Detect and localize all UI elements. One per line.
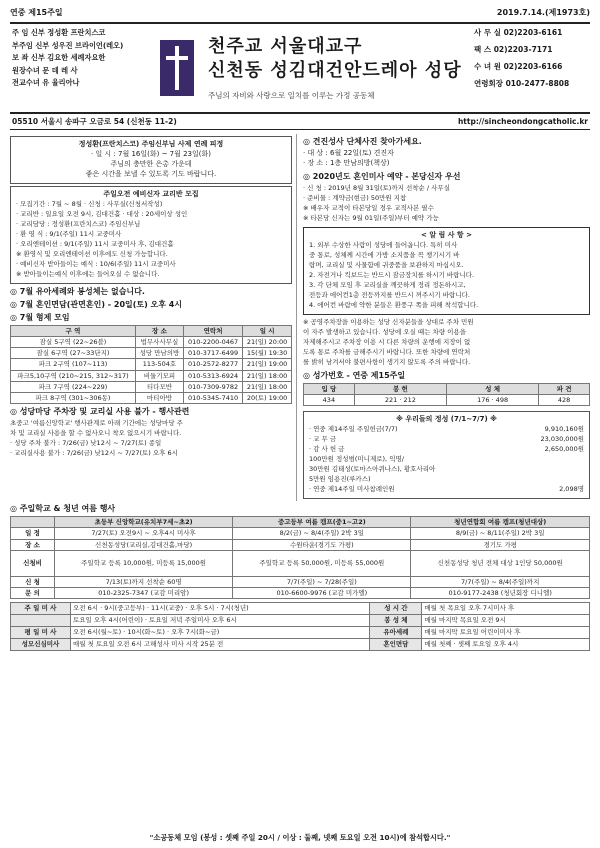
cell <box>11 614 71 626</box>
cell: 434 <box>304 395 355 406</box>
wedding-line: · 신 청 : 2019년 8월 31일(토)까지 선착순 / 사무실 <box>303 184 450 192</box>
summer-table <box>10 516 590 599</box>
table-row <box>11 614 590 626</box>
cell: 010-5345-7410 <box>183 392 242 403</box>
cell: 010-5313-6924 <box>183 370 242 381</box>
offering-line <box>309 445 584 455</box>
issue-date: 2019.7.14.(제1973호) <box>496 8 590 17</box>
cell: 21(일) 18:00 <box>243 381 292 392</box>
footer-note: "소공동체 모임 (봉성 : 셋째 주일 20시 / 이상 : 둘째, 넷째 토요일 오전 10시)에 참석합시다." <box>149 833 451 842</box>
parking-note-line: 자제해주시고 주차장 이용 시 다른 차량의 운행에 지장이 없 <box>303 338 471 346</box>
cell: 7/7(주일) ~ 8/4(주일)까지 <box>411 576 590 587</box>
cell: 수원타운(경기도 가평) <box>233 539 411 550</box>
cell: 혼인면담 <box>370 638 422 650</box>
cell: 마티아방 <box>135 392 183 403</box>
cell: 평 일 미 사 <box>11 626 71 638</box>
col-header: 초등부 신앙학교(유치부7세~초2) <box>55 517 233 528</box>
retreat-line: · 일 시 : 7월 16일(화) ~ 7월 23일(화) <box>91 150 211 158</box>
address-bar <box>10 114 590 130</box>
retreat-box <box>10 136 292 184</box>
table-row <box>11 539 590 550</box>
hymn-table <box>303 383 590 406</box>
hymn-title: ◎ 성가번호 - 연중 제15주일 <box>303 371 406 380</box>
parking-line: 차 및 교리실 사용을 할 수 없사오니 착오 없으시기 바랍니다. <box>10 428 182 437</box>
parking-line: · 성당 주차 불가 : 7/26(금) 낮12시 ~ 7/27(토) 종일 <box>10 438 162 447</box>
cell: 15(월) 19:30 <box>243 348 292 359</box>
wedding-line: ※ 배우자 교적이 타본당일 경우 교적사본 필수 <box>303 204 434 212</box>
announcement-line: 중 통로, 성체께 시간에 가방 소지품을 꼭 챙기시기 바 <box>309 251 460 259</box>
parking-note-line: 이 자주 발생하고 있습니다. 성당에 오실 때는 차량 이용을 <box>303 328 467 336</box>
groups-table <box>10 325 292 404</box>
table-row <box>11 602 590 614</box>
contact-list <box>472 24 590 112</box>
contact-funeral: 연령회장 010-2477-8808 <box>474 79 570 88</box>
cell: 8/2(금) ~ 8/4(주일) 2박 3일 <box>233 528 411 539</box>
cell: 매월 첫 토요일 오전 6시 고해성사 미사 시작 25분 전 <box>71 638 370 650</box>
col-header: 파 견 <box>539 384 590 395</box>
table-row <box>11 370 292 381</box>
masthead <box>10 22 590 114</box>
offering-amount: 2,650,000원 <box>544 445 584 454</box>
offering-box <box>303 411 590 499</box>
cell: 176 · 498 <box>446 395 538 406</box>
offering-label: · 연중 제14주일 주일헌금(7/7) <box>309 425 398 434</box>
contact-fax: 팩 스 02)2203-7171 <box>474 45 553 54</box>
cell: 매월 첫째 · 셋째 토요일 오후 4시 <box>422 638 590 650</box>
catechumen-line: · 교리반 : 일요일 오전 9시, 김대건홀 · 대상 : 20세이상 성인 <box>16 210 188 218</box>
catechumen-line: · 오리엔테이션 : 9/1(주일) 11시 교중미사 후, 김대건홀 <box>16 240 174 248</box>
cell: 토요일 오후 4시(어린이) · 토요일 저녁 주일미사 오후 6시 <box>71 614 370 626</box>
table-row <box>11 359 292 370</box>
cell: 성당 만남의방 <box>135 348 183 359</box>
cell: 신천동성당 청년 전체 대상 1인당 50,000원 <box>411 550 590 576</box>
offering-label: · 교 무 금 <box>309 435 337 444</box>
baptism-notice: ◎ 7월 유아세례와 봉성체는 없습니다. <box>10 287 145 296</box>
table-row <box>11 348 292 359</box>
offering-line: 100만원 정성범(미니제로), 익명/ <box>309 455 404 464</box>
cell: 문 의 <box>11 587 55 598</box>
photo-line: · 장 소 : 1층 만남의방(책상) <box>303 159 390 167</box>
cell: 주 일 미 사 <box>11 602 71 614</box>
wedding-title: ◎ 2020년도 혼인미사 예약 - 본당신자 우선 <box>303 172 461 181</box>
cell: 잠실 6구역 (27~33단지) <box>11 348 136 359</box>
cell: 오전 6시 · 9시(중고등부) · 11시(교중) · 오후 5시 · 7시(청년) <box>71 602 370 614</box>
photo-line: · 대 상 : 6월 22일(토) 견진자 <box>303 149 394 157</box>
staff-item: 보 좌 신부 김요한 세례자요한 <box>12 53 106 62</box>
right-column <box>303 134 590 501</box>
issue-week: 연중 제15주일 <box>10 8 63 17</box>
announcement-line: 3. 각 단체 모임 후 교리실을 깨끗하게 정리 정돈하시고, <box>309 281 466 289</box>
table-row <box>11 587 590 598</box>
table-row <box>11 638 590 650</box>
parking-title: ◎ 성당마당 주차장 및 교리실 사용 불가 - 행사관련 <box>10 406 190 416</box>
offering-amount: 23,030,000원 <box>540 435 584 444</box>
cell: 21(일) 18:00 <box>243 370 292 381</box>
offering-amount: 2,098명 <box>559 485 584 494</box>
wedding-line: ※ 타본당 신자는 9월 01일(주일)부터 예약 가능 <box>303 214 439 222</box>
cell: 일 정 <box>11 528 55 539</box>
retreat-line: 주님의 충만한 은총 가운데 <box>110 160 192 168</box>
cell: 법무사사무실 <box>135 337 183 348</box>
summer-events <box>10 504 590 599</box>
website-link[interactable]: http://sincheondongcatholic.kr <box>457 117 588 126</box>
staff-item: 부주임 신부 성우진 브라이언(레오) <box>12 40 124 50</box>
cell: 신 청 <box>11 576 55 587</box>
retreat-line: 좋은 시간을 보낼 수 있도록 기도 바랍니다. <box>85 170 217 178</box>
table-row <box>11 550 590 576</box>
cell: 매월 첫 목요일 오후 7시미사 후 <box>422 602 590 614</box>
cross-icon <box>160 40 194 96</box>
mass-table <box>10 602 590 651</box>
catechumen-line: ※ 받아들이는예식 이후에는 들어오실 수 없습니다. <box>16 270 160 278</box>
cell: 7/13(토)까지 선착순 60명 <box>55 576 233 587</box>
photo-title: ◎ 견진성사 단체사진 찾아가세요. <box>303 137 422 146</box>
marriage-interview-notice: ◎ 7월 혼인면담(관면혼인) - 20일(토) 오후 4시 <box>10 300 183 309</box>
offering-line: 30만원 김태성(토마스아퀴나스), 황호사리아 <box>309 465 436 474</box>
left-column <box>10 134 297 501</box>
cell: 113-504호 <box>135 359 183 370</box>
col-header: 성 체 <box>446 384 538 395</box>
cell: 매월 마지막 토요일 어린이미사 후 <box>422 626 590 638</box>
parking-note-line: 도록 통로 주차를 금해주시기 바랍니다. 또한 차량에 연락처 <box>303 348 471 356</box>
table-row <box>11 528 590 539</box>
announcement-line: 4. 에어컨 바람에 약한 분들은 환풍구 쪽을 피해 착석합니다. <box>309 301 479 309</box>
offering-line <box>309 435 584 445</box>
mass-schedule <box>10 602 590 651</box>
cell: 주일학교 등록 10,000원, 미등록 15,000원 <box>55 550 233 576</box>
announcement-title: < 알 림 사 항 > <box>421 231 472 239</box>
catechumen-line: · 환 영 식 : 9/1(주일) 11시 교중미사 <box>16 230 122 238</box>
cell: 잠실 5구역 (22~26블) <box>11 337 136 348</box>
cell: 010-2325-7347 (교감 미리암) <box>55 587 233 598</box>
table-row <box>304 395 590 406</box>
col-header: 일 시 <box>243 326 292 337</box>
parking-note-line: ※ 공영주차장을 이용하는 성당 신자분들을 상대로 주차 민원 <box>303 318 474 326</box>
cell: 010-9177-2438 (청년회장 디니엘) <box>411 587 590 598</box>
cell: 010-2572-8277 <box>183 359 242 370</box>
catechumen-box <box>10 186 292 284</box>
table-row <box>11 392 292 403</box>
table-row <box>11 626 590 638</box>
cell: 21(일) 19:00 <box>243 359 292 370</box>
offering-line: 5만원 임용진(루카스) <box>309 475 371 484</box>
col-header: 구 역 <box>11 326 136 337</box>
staff-item: 주 임 신부 정성환 프란치스코 <box>12 28 106 37</box>
cell: 신청비 <box>11 550 55 576</box>
parish-motto: 주님의 자비와 사랑으로 일치를 이루는 가정 공동체 <box>208 90 375 100</box>
cell: 파크5,10구역 (210~215, 312~317) <box>11 370 136 381</box>
catechumen-line: · 모집기간 : 7월 ~ 8월 · 신청 : 사무실(신청서작성) <box>16 200 163 208</box>
table-row <box>11 337 292 348</box>
cell: 파크 7구역 (224~229) <box>11 381 136 392</box>
announcement-line: 랍며, 교리실 및 사물함에 귀중품을 보관하지 마십시오. <box>309 261 464 269</box>
address: 05510 서울시 송파구 오금로 54 (신천동 11-2) <box>12 117 177 126</box>
col-header: 장 소 <box>135 326 183 337</box>
cell: 장 소 <box>11 539 55 550</box>
staff-list <box>10 24 150 112</box>
parking-line: · 교리실사용 불가 : 7/26(금) 낮12시 ~ 7/27(토) 오후 6시 <box>10 448 178 457</box>
cell: 주일학교 등록 50,000원, 미등록 55,000원 <box>233 550 411 576</box>
issue-line <box>10 8 590 20</box>
groups-title: ◎ 7월 형제 모임 <box>10 313 70 322</box>
offering-line <box>309 485 584 495</box>
cell: 봉 성 체 <box>370 614 422 626</box>
announcement-line: 2. 자전거나 킥보드는 반드시 잠금장치를 하시기 바랍니다. <box>309 271 475 279</box>
offering-label: · 연중 제14주일 미사참례인원 <box>309 485 395 494</box>
cell: 010-6600-9976 (교감 미가엘) <box>233 587 411 598</box>
cell: 티다모반 <box>135 381 183 392</box>
table-row <box>11 381 292 392</box>
col-header: 봉 헌 <box>354 384 446 395</box>
cell: 21(일) 20:00 <box>243 337 292 348</box>
diocese-name: 천주교 서울대교구 <box>208 35 363 57</box>
parish-name: 신천동 성김대건안드레아 성당 <box>208 60 462 82</box>
staff-item: 전교수녀 유 율리아나 <box>12 78 80 87</box>
cell: 오전 6시(월~토) · 10시(화~토) · 오후 7시(화~금) <box>71 626 370 638</box>
cell: 7/27(토) 오전9시 ~ 오후4시 미사후 <box>55 528 233 539</box>
announcement-line: 1. 외부 수상한 사람이 성당에 들어옵니다. 특히 미사 <box>309 241 458 249</box>
announcement-box <box>303 227 590 315</box>
retreat-title: 정성환(프란치스코) 주임신부님 사제 연례 피정 <box>78 140 224 148</box>
cell: 성모신심미사 <box>11 638 71 650</box>
cell: 성 시 간 <box>370 602 422 614</box>
parish-logo-area <box>150 24 472 112</box>
cell: 010-3717-6499 <box>183 348 242 359</box>
contact-office: 사 무 실 02)2203-6161 <box>474 28 563 37</box>
col-header: 중고등부 여름 캠프(중1~고2) <box>233 517 411 528</box>
parking-line: 초중고 '여름신앙학교' 행사관계로 아래 기간에는 성당마당 주 <box>10 418 183 427</box>
cell: 20(토) 19:00 <box>243 392 292 403</box>
staff-item: 원장수녀 문 데 레 사 <box>12 65 78 75</box>
cell: 유아세례 <box>370 626 422 638</box>
catechumen-line: ※ 환영식 및 오리엔테이션 이후에도 신청 가능합니다. <box>16 250 168 258</box>
announcement-line: 전등과 에어컨1층 전등까지를 반드시 꺼주시기 바랍니다. <box>309 291 470 299</box>
cell: 8/9(금) ~ 8/11(주일) 2박 3일 <box>411 528 590 539</box>
contact-convent: 수 녀 원 02)2203-6166 <box>474 62 563 71</box>
col-header: 입 당 <box>304 384 355 395</box>
cell: 7/7(주일) ~ 7/28(주일) <box>233 576 411 587</box>
offering-amount: 9,910,160원 <box>544 425 584 434</box>
cell: 경기도 가평 <box>411 539 590 550</box>
col-header: 연락처 <box>183 326 242 337</box>
catechumen-line: · 교리담당 : 정성환(프란치스코) 주임신부님 <box>16 220 141 228</box>
offering-line <box>309 425 584 435</box>
col-header <box>11 517 55 528</box>
offering-title: ※ 우리들의 정성 (7/1~7/7) ※ <box>396 415 497 424</box>
cell: 비둘기모피 <box>135 370 183 381</box>
cell: 파크 2구역 (107~113) <box>11 359 136 370</box>
wedding-line: · 준비물 : 계약금(현금) 50만원 지참 <box>303 194 407 202</box>
cell: 221 · 212 <box>354 395 446 406</box>
cell: 매월 마지막 목요일 오전 9시 <box>422 614 590 626</box>
col-header: 청년연합회 여름 캠프(청년대상) <box>411 517 590 528</box>
catechumen-title: 주일오전 예비신자 교리반 모집 <box>103 190 199 198</box>
parking-note-line: 를 밝히 남겨서야 불편사항이 생기지 않도록 주의 바랍니다. <box>303 358 471 366</box>
summer-title: ◎ 주일학교 & 청년 여름 행사 <box>10 504 116 514</box>
catechumen-line: · 예비신자 받아들이는 예식 : 10/6(주일) 11시 교중미사 <box>16 260 176 268</box>
table-row <box>11 576 590 587</box>
cell: 010-2200-0467 <box>183 337 242 348</box>
cell: 파크 8구역 (301~306동) <box>11 392 136 403</box>
cell: 010-7309-9782 <box>183 381 242 392</box>
cell: 428 <box>539 395 590 406</box>
cell: 신천동성당(교리실,김대건홀,마당) <box>55 539 233 550</box>
offering-label: · 감 사 헌 금 <box>309 445 345 454</box>
